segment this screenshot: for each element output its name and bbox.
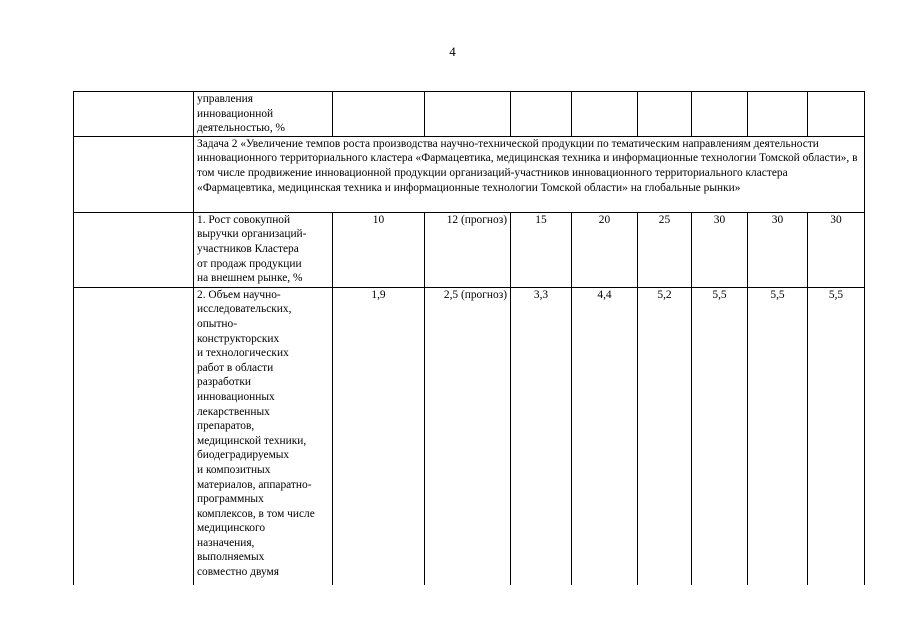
- value-cell: 20: [572, 212, 638, 287]
- task-2-text: Задача 2 «Увеличение темпов роста производства научно-технической продукции по тематическим направлениям деятельности инновационного территориального кластера «Фармацевтика, медицинская техника и информационные технологии Томской области», в том числе продвижение инновационной продукции организаций-участников инновационного территориального кластера «Фармацевтика, медицинская техника и информационные технологии Томской области» на глобальные рынки»: [194, 136, 865, 212]
- table-cell-empty: [74, 136, 194, 212]
- indicator-name-line: препаратов,: [197, 420, 255, 433]
- table-cell-empty: [808, 92, 865, 137]
- table-cell-empty: [74, 92, 194, 137]
- value-cell: 12 (прогноз): [425, 212, 511, 287]
- indicator-name-line: лекарственных: [197, 405, 270, 418]
- indicator-name-line: биодеградируемых: [197, 449, 290, 462]
- page-number: 4: [449, 44, 456, 59]
- indicator-name-line: управления: [197, 93, 253, 105]
- table-cell-empty: [638, 92, 692, 137]
- table-cell-empty: [333, 92, 425, 137]
- indicator-name-line: медицинской техники,: [197, 434, 307, 447]
- value-cell: 30: [808, 212, 865, 287]
- table-cell-empty: [425, 92, 511, 137]
- indicator-name-line: выполняемых: [197, 551, 265, 564]
- indicator-name-line: от продаж продукции: [197, 257, 302, 270]
- indicator-name-cell: [194, 287, 333, 585]
- table-cell-empty: [74, 287, 194, 585]
- value-cell: 30: [692, 212, 748, 287]
- indicator-name-line: опытно-: [197, 317, 238, 330]
- value-cell: 10: [333, 212, 425, 287]
- value-cell: 25: [638, 212, 692, 287]
- table-cell-empty: [748, 92, 808, 137]
- indicators-table: [73, 91, 865, 585]
- value-cell: 5,5: [808, 287, 865, 585]
- value-cell: 3,3: [511, 287, 572, 585]
- value-cell: 5,2: [638, 287, 692, 585]
- value-cell: 30: [748, 212, 808, 287]
- table-cell-empty: [511, 92, 572, 137]
- value-cell: 2,5 (прогноз): [425, 287, 511, 585]
- value-cell: 1,9: [333, 287, 425, 585]
- value-cell: 5,5: [748, 287, 808, 585]
- indicator-name-line: медицинского: [197, 522, 266, 535]
- indicator-name-line: назначения,: [197, 536, 255, 549]
- indicator-name-line: участников Кластера: [197, 242, 299, 255]
- indicator-name-line: работ в области: [197, 361, 274, 374]
- indicator-name-line: на внешнем рынке, %: [197, 272, 303, 285]
- indicator-name-line: конструкторских: [197, 332, 280, 345]
- indicator-name-line: инновационной: [197, 107, 274, 120]
- value-cell: 15: [511, 212, 572, 287]
- indicator-name-line: материалов, аппаратно-: [197, 478, 312, 491]
- indicator-name-cell: [194, 212, 333, 287]
- table-row-indicator-2: [74, 287, 865, 585]
- value-cell: 5,5: [692, 287, 748, 585]
- indicator-name-cell: [194, 92, 333, 137]
- indicator-name-line: выручки организаций-: [197, 228, 307, 241]
- indicator-name-line: совместно двумя: [197, 566, 279, 579]
- indicator-name-line: инновационных: [197, 390, 275, 403]
- indicator-name-line: комплексов, в том числе: [197, 507, 315, 520]
- indicator-name-line: 1. Рост совокупной: [197, 213, 291, 226]
- indicator-name-line: программных: [197, 493, 264, 506]
- indicator-name-line: исследовательских,: [197, 303, 292, 316]
- indicator-name-line: разработки: [197, 376, 251, 389]
- table-row-indicator-1: [74, 212, 865, 287]
- table-row-continuation: [74, 92, 865, 137]
- table-cell-empty: [572, 92, 638, 137]
- table-cell-empty: [692, 92, 748, 137]
- indicator-name-line: и технологических: [197, 347, 289, 360]
- indicator-name-line: и композитных: [197, 463, 271, 476]
- value-cell: 4,4: [572, 287, 638, 585]
- table-cell-empty: [74, 212, 194, 287]
- indicator-name-line: деятельностью, %: [197, 122, 285, 135]
- indicator-name-line: 2. Объем научно-: [197, 288, 281, 301]
- table-row-task: [74, 136, 865, 212]
